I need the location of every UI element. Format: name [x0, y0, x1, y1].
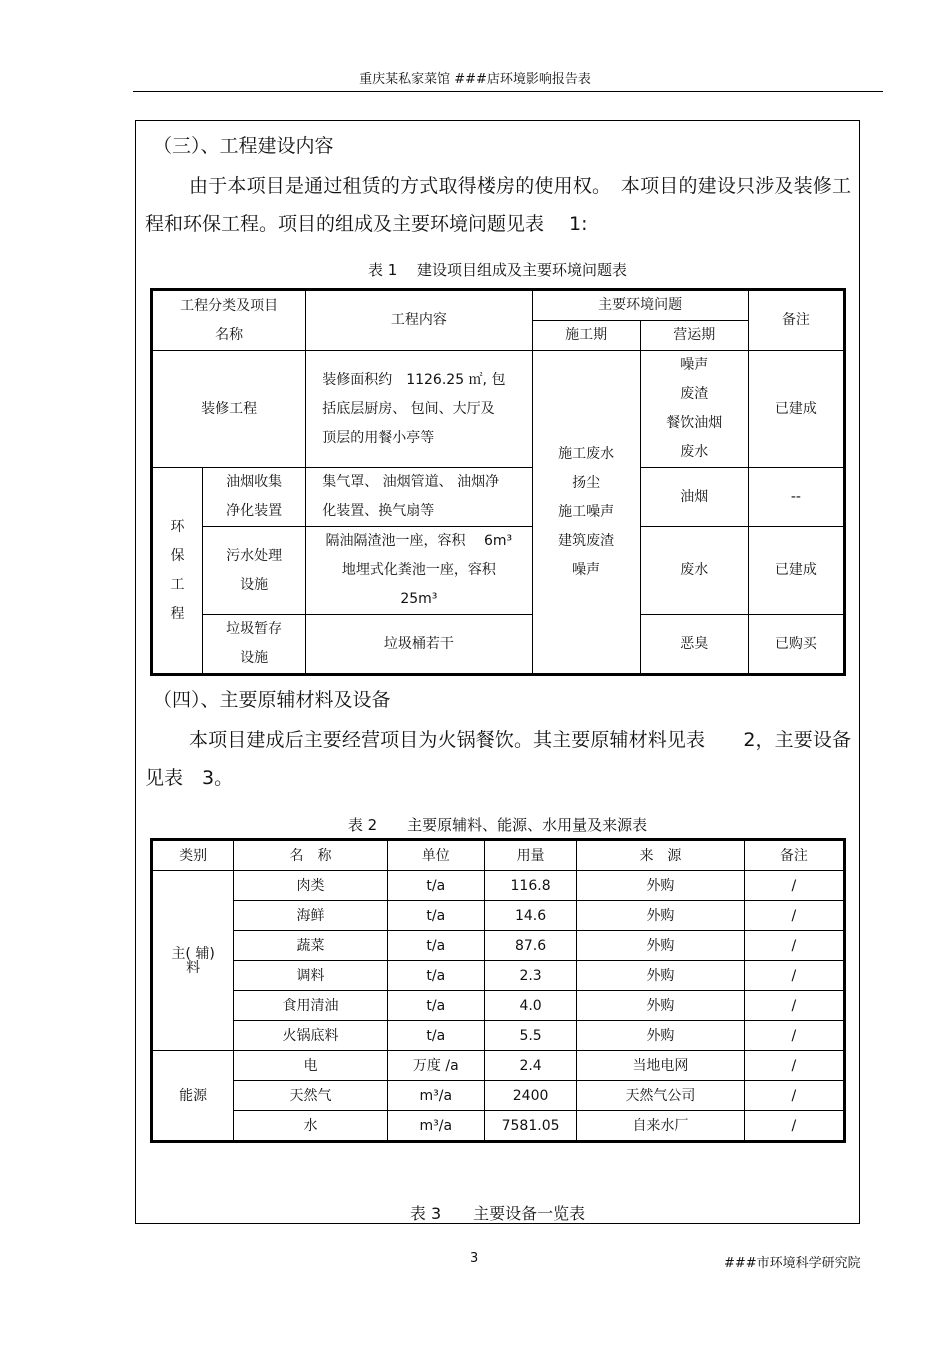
t2-cell: 海鲜: [234, 901, 387, 931]
table-row: [152, 1021, 845, 1051]
t2-group-main: 主( 辅) 料: [152, 871, 234, 1051]
t2-header-amount: 用量: [484, 840, 576, 871]
t2-cell: 7581.05: [484, 1111, 576, 1142]
t2-cell: 2.4: [484, 1051, 576, 1081]
t2-cell: m³/a: [387, 1111, 484, 1142]
section4-heading: （四）、主要原辅材料及设备: [153, 689, 391, 711]
t2-cell: 87.6: [484, 931, 576, 961]
t2-cell: t/a: [387, 1021, 484, 1051]
t2-cell: 外购: [577, 991, 744, 1021]
t1-row-garbage-remark: 已购买: [748, 615, 844, 675]
t1-row-sewage-remark: 已建成: [748, 527, 844, 615]
t1-header-issues: 主要环境问题: [532, 290, 748, 321]
table-row: [152, 901, 845, 931]
table-row: [152, 1111, 845, 1142]
t2-cell: /: [744, 1021, 844, 1051]
table-row: [152, 1081, 845, 1111]
t2-header-source: 来 源: [577, 840, 744, 871]
t1-row-fume-operation: 油烟: [640, 468, 748, 527]
section3-paragraph: 由于本项目是通过租赁的方式取得楼房的使用权。 本项目的建设只涉及装修工程和环保工程。项目的组成及主要环境问题见表 1:: [145, 175, 851, 235]
t1-header-operation: 营运期: [640, 321, 748, 351]
section4-paragraph: 本项目建成后主要经营项目为火锅餐饮。其主要原辅材料见表 2，主要设备见表 3。: [145, 729, 851, 789]
t2-cell: 自来水厂: [577, 1111, 744, 1142]
t1-header-content: 工程内容: [306, 290, 532, 351]
t1-row-decoration-name: 装修工程: [152, 351, 306, 468]
header-rule: [133, 91, 883, 92]
t1-row-sewage-operation: 废水: [640, 527, 748, 615]
t2-header-unit: 单位: [387, 840, 484, 871]
t2-cell: /: [744, 991, 844, 1021]
t2-header-category: 类别: [152, 840, 234, 871]
t2-cell: 14.6: [484, 901, 576, 931]
t2-cell: 调料: [234, 961, 387, 991]
t1-header-category: 工程分类及项目 名称: [152, 290, 306, 351]
t2-cell: 2400: [484, 1081, 576, 1111]
t2-cell: /: [744, 961, 844, 991]
t2-cell: 2.3: [484, 961, 576, 991]
t1-env-group-label: 环 保 工 程: [152, 468, 203, 675]
t2-cell: 万度 /a: [387, 1051, 484, 1081]
t2-cell: 外购: [577, 1021, 744, 1051]
t2-cell: 外购: [577, 901, 744, 931]
section3-heading: （三）、工程建设内容: [153, 135, 334, 157]
t1-row-fume-remark: --: [748, 468, 844, 527]
t2-cell: 116.8: [484, 871, 576, 901]
t2-cell: 外购: [577, 931, 744, 961]
table1: [150, 288, 846, 676]
t2-cell: 5.5: [484, 1021, 576, 1051]
t1-row-decoration-remark: 已建成: [748, 351, 844, 468]
t2-cell: /: [744, 1111, 844, 1142]
footer-organization: ###市环境科学研究院: [724, 1256, 861, 1271]
page-header: 重庆某私家菜馆 ###店环境影响报告表: [359, 72, 591, 87]
t2-cell: 4.0: [484, 991, 576, 1021]
t2-cell: /: [744, 871, 844, 901]
t1-row-sewage-content: 隔油隔渣池一座，容积 6m³ 地埋式化粪池一座，容积 25m³: [306, 527, 532, 615]
t2-cell: 火锅底料: [234, 1021, 387, 1051]
t1-row-fume-content: 集气罩、 油烟管道、 油烟净 化装置、换气扇等: [306, 468, 532, 527]
t2-header-name: 名 称: [234, 840, 387, 871]
t2-cell: 外购: [577, 871, 744, 901]
t2-cell: 肉类: [234, 871, 387, 901]
t2-cell: 外购: [577, 961, 744, 991]
t2-cell: t/a: [387, 901, 484, 931]
t1-header-construction: 施工期: [532, 321, 640, 351]
t2-cell: 食用清油: [234, 991, 387, 1021]
t1-row-sewage-name: 污水处理 设施: [203, 527, 306, 615]
t2-cell: t/a: [387, 931, 484, 961]
table-row: [152, 871, 845, 901]
t2-group-energy: 能源: [152, 1051, 234, 1142]
page-number: 3: [470, 1251, 479, 1266]
table3-caption: 表 3 主要设备一览表: [409, 1204, 586, 1223]
t2-cell: 蔬菜: [234, 931, 387, 961]
table2-caption: 表 2 主要原辅料、能源、水用量及来源表: [347, 816, 648, 834]
t2-cell: 当地电网: [577, 1051, 744, 1081]
t2-cell: t/a: [387, 961, 484, 991]
t1-row-garbage-content: 垃圾桶若干: [306, 615, 532, 675]
t1-row-decoration-operation: 噪声 废渣 餐饮油烟 废水: [640, 351, 748, 468]
table-row: [152, 961, 845, 991]
table1-caption: 表 1 建设项目组成及主要环境问题表: [367, 261, 628, 279]
t1-row-fume-name: 油烟收集 净化装置: [203, 468, 306, 527]
table2: [150, 838, 846, 1143]
t2-cell: t/a: [387, 991, 484, 1021]
t2-cell: 天然气: [234, 1081, 387, 1111]
t2-cell: /: [744, 1051, 844, 1081]
t2-cell: 天然气公司: [577, 1081, 744, 1111]
t1-row-garbage-operation: 恶臭: [640, 615, 748, 675]
t1-row-decoration-content: 装修面积约 1126.25 ㎡, 包 括底层厨房、 包间、大厅及 顶层的用餐小亭等: [306, 351, 532, 468]
t2-cell: 电: [234, 1051, 387, 1081]
t2-cell: /: [744, 931, 844, 961]
t1-construction-issues: 施工废水 扬尘 施工噪声 建筑废渣 噪声: [532, 351, 640, 675]
table-row: [152, 1051, 845, 1081]
t2-cell: /: [744, 901, 844, 931]
t2-cell: m³/a: [387, 1081, 484, 1111]
table-row: [152, 931, 845, 961]
table-row: [152, 991, 845, 1021]
t1-row-garbage-name: 垃圾暂存 设施: [203, 615, 306, 675]
t2-cell: 水: [234, 1111, 387, 1142]
t2-cell: /: [744, 1081, 844, 1111]
t2-header-remark: 备注: [744, 840, 844, 871]
t1-header-remarks: 备注: [748, 290, 844, 351]
t2-cell: t/a: [387, 871, 484, 901]
